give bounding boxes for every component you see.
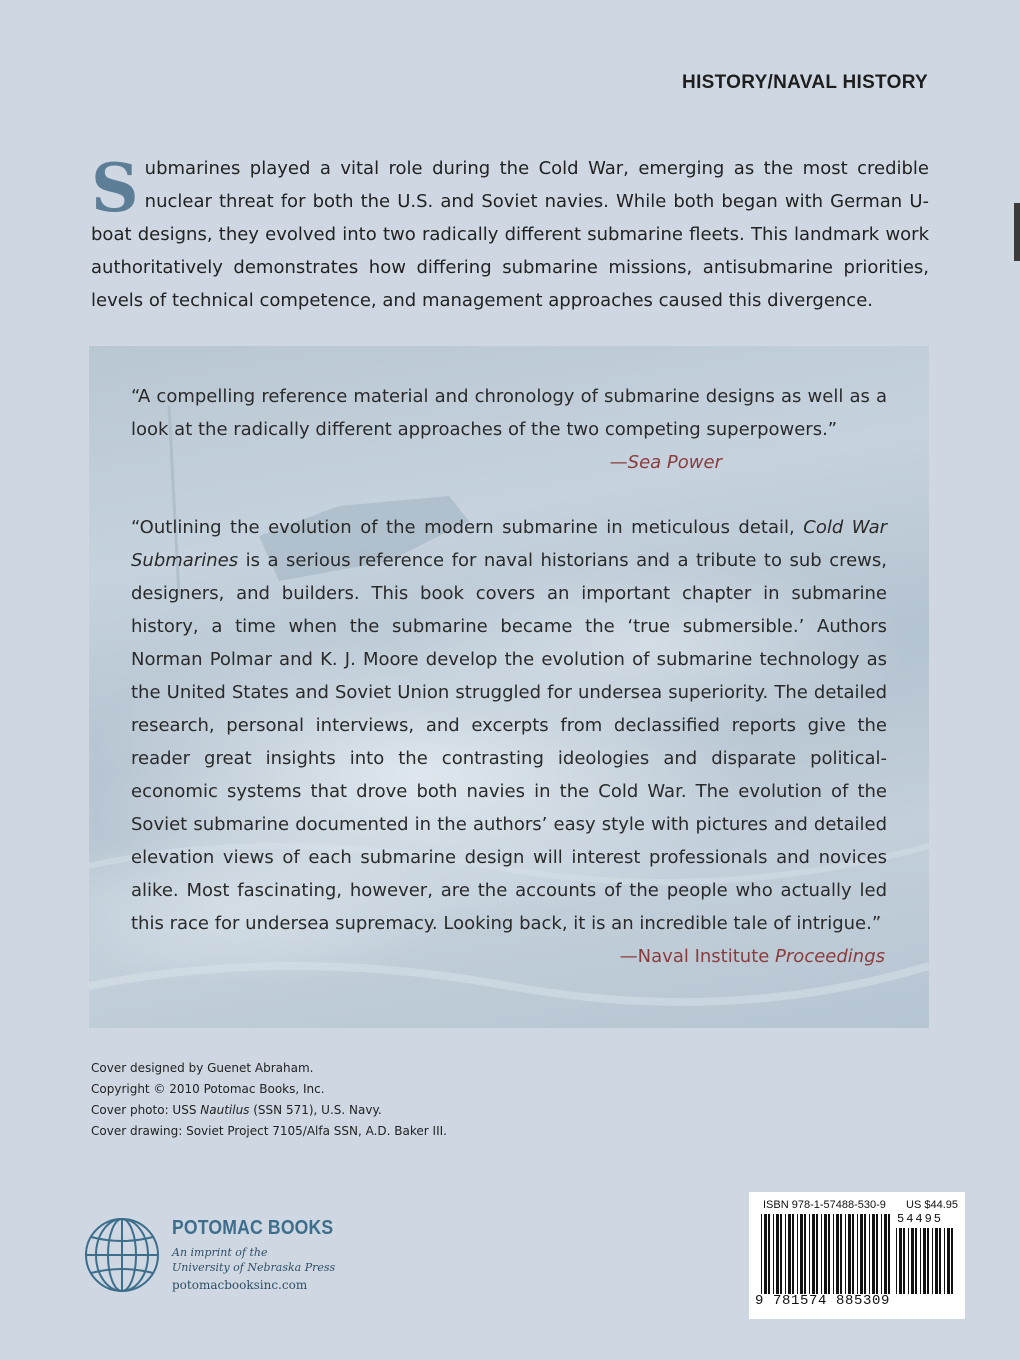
barcode-stripe [908,1228,909,1294]
barcode-stripe [788,1214,791,1294]
barcode-stripe [836,1214,839,1294]
barcode-stripe [768,1214,770,1294]
barcode-stripe [780,1214,782,1294]
review-quote-text [131,511,887,940]
addon-digits: 54495 [897,1212,944,1226]
barcode-stripe [792,1214,794,1294]
drop-cap: S [91,149,139,227]
credit-line: Cover designed by Guenet Abraham. [91,1061,314,1075]
barcode-stripe [884,1214,887,1294]
barcode-stripe [896,1228,897,1294]
intro-paragraph [91,149,929,317]
barcode-stripe [828,1214,830,1294]
barcode-stripe [804,1214,806,1294]
price-label: US $44.95 [906,1199,958,1211]
barcode-stripe [935,1228,938,1294]
barcode-stripe [852,1214,854,1294]
barcode-stripe [797,1214,798,1294]
review-source: —Naval Institute [619,946,776,967]
review-source-title: Proceedings [775,946,885,967]
barcode-stripe [816,1214,818,1294]
review-quote-2 [131,511,887,973]
barcode-stripe [845,1214,846,1294]
intro-text: ubmarines played a vital role during the Cold War, emerging as the most credible nuclear threat for both the U.S. and Soviet navies. While both began with German U-boat designs, they evolved into two radically different submarine fleets. This landmark work authoritatively demonstrates how differing submarine missions, antisubmarine priorities, levels of technical competence, and management approaches caused this divergence. [91,158,929,311]
barcode-stripe [840,1214,842,1294]
edge-mark [1014,203,1020,261]
barcode-stripe [881,1214,882,1294]
globe-icon [82,1215,162,1295]
barcode-stripe [824,1214,827,1294]
barcode-stripe [939,1228,941,1294]
barcode-stripe [899,1228,902,1294]
credit-ship-name: Nautilus [200,1103,250,1117]
review-attribution [131,446,887,479]
barcode-stripe [812,1214,815,1294]
barcode-stripe [903,1228,905,1294]
quote-text-open: “Outlining the evolution of the modern submarine in meticulous detail, [131,517,804,538]
barcode-stripe [915,1228,917,1294]
isbn-number: ISBN 978-1-57488-530-9 [763,1199,886,1211]
isbn-barcode [749,1192,965,1319]
barcode-stripe [872,1214,875,1294]
barcode-stripe [800,1214,803,1294]
barcode-stripe [927,1228,929,1294]
barcode-stripe [809,1214,810,1294]
credit-text: (SSN 571), U.S. Navy. [249,1103,382,1117]
barcode-stripe [920,1228,921,1294]
review-attribution [131,940,887,973]
publisher-logo [82,1215,412,1305]
barcode-stripe [857,1214,858,1294]
credit-text: Cover photo: USS [91,1103,201,1117]
review-quotes [131,380,887,973]
barcode-stripe [944,1228,945,1294]
barcode-stripe [947,1228,950,1294]
barcode-stripe [923,1228,926,1294]
publisher-url: potomacbooksinc.com [172,1278,308,1292]
credit-line: Copyright © 2010 Potomac Books, Inc. [91,1082,325,1096]
barcode-stripe [932,1228,933,1294]
barcode-stripe [860,1214,863,1294]
publisher-imprint [172,1245,335,1275]
quote-text-rest: is a serious reference for naval historians and a tribute to sub crews, designers, and builders. This book covers an important chapter in submarine history, a time when the submarine became the ‘true submersible.’ Authors Norman Polmar and K. J. Moore develop the evolution of submarine technology as the United States and Soviet Union struggled for undersea superiority. The detailed research, personal interviews, and excerpts from declassified reports give the reader great insights into the contrasting ideologies and disparate political-economic systems that drove both navies in the Cold War. The evolution of the Soviet submarine documented in the authors’ easy style with pictures and detailed elevation views of each submarine design will interest professionals and novices alike. Most fascinating, however, are the accounts of the people who actually led this race for undersea supremacy. Looking back, it is an incredible tale of intrigue.” [131,550,887,934]
barcode-stripe [848,1214,851,1294]
barcode-stripe [869,1214,870,1294]
barcode-stripe [888,1214,890,1294]
barcode-stripe [761,1214,762,1294]
barcode-stripe [776,1214,779,1294]
barcode-stripe [911,1228,914,1294]
ean-digits: 9 781574 885309 [755,1293,891,1309]
credit-line: Cover drawing: Soviet Project 7105/Alfa SSN, A.D. Baker III. [91,1124,447,1138]
barcode-stripe [833,1214,834,1294]
barcode-stripe [951,1228,953,1294]
barcode-stripe [764,1214,767,1294]
review-quote-text: “A compelling reference material and chronology of submarine designs as well as a look at the radically different approaches of the two competing superpowers.” [131,386,887,440]
cover-credits [91,1058,447,1142]
publisher-name: POTOMAC BOOKS [172,1217,334,1239]
barcode-stripe [821,1214,822,1294]
credit-line [91,1100,447,1121]
review-source: —Sea Power [609,452,722,473]
barcode-stripe [773,1214,774,1294]
barcode-stripe [876,1214,878,1294]
quote-book-title: Cold War Submarines [131,517,887,571]
category-label: HISTORY/NAVAL HISTORY [682,72,928,93]
review-quote-1 [131,380,887,479]
barcode-stripe [864,1214,866,1294]
imprint-line: An imprint of the [172,1246,268,1259]
imprint-line: University of Nebraska Press [172,1261,336,1274]
barcode-stripe [785,1214,786,1294]
